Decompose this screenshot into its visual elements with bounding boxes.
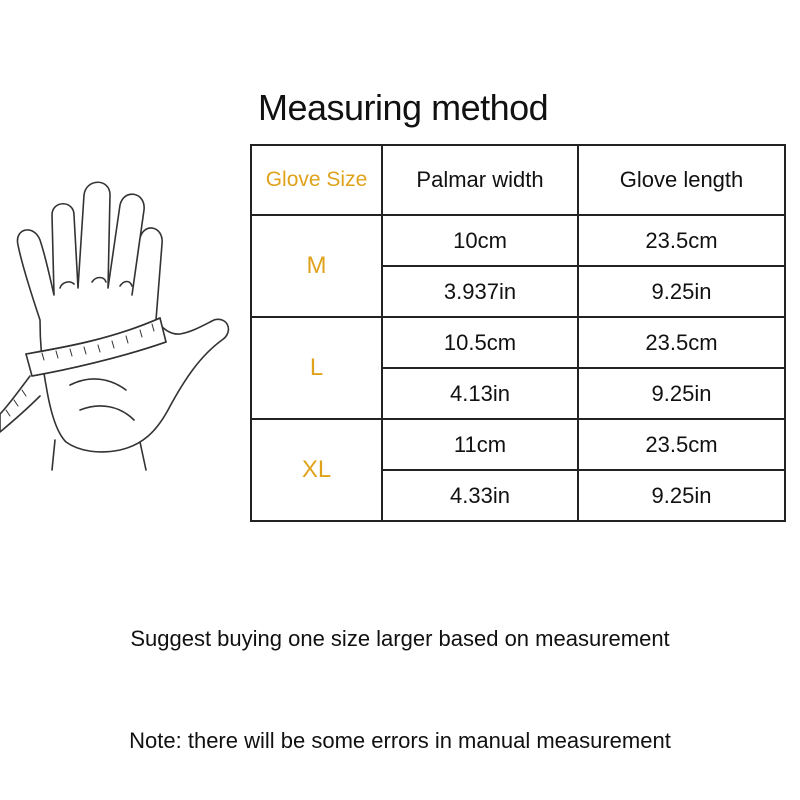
table-row bbox=[251, 215, 785, 266]
measurement-error-note: Note: there will be some errors in manual measurement bbox=[129, 728, 671, 753]
hand-with-tape-measure-icon bbox=[0, 170, 240, 480]
glove-length-cm: 23.5cm bbox=[578, 215, 785, 266]
palmar-width-in: 4.13in bbox=[382, 368, 578, 419]
palmar-width-cm: 10.5cm bbox=[382, 317, 578, 368]
glove-length-cm: 23.5cm bbox=[578, 317, 785, 368]
size-chart-table bbox=[250, 144, 786, 522]
glove-length-in: 9.25in bbox=[578, 470, 785, 521]
glove-length-in: 9.25in bbox=[578, 368, 785, 419]
column-header-palmar-width: Palmar width bbox=[382, 145, 578, 215]
column-header-glove-size: Glove Size bbox=[251, 145, 382, 215]
column-header-glove-length: Glove length bbox=[578, 145, 785, 215]
glove-length-in: 9.25in bbox=[578, 266, 785, 317]
size-label-l: L bbox=[251, 317, 382, 419]
glove-length-cm: 23.5cm bbox=[578, 419, 785, 470]
table-row bbox=[251, 419, 785, 470]
palmar-width-in: 3.937in bbox=[382, 266, 578, 317]
size-suggestion-note: Suggest buying one size larger based on measurement bbox=[130, 626, 670, 651]
table-header-row bbox=[251, 145, 785, 215]
palmar-width-in: 4.33in bbox=[382, 470, 578, 521]
size-label-m: M bbox=[251, 215, 382, 317]
page-title: Measuring method bbox=[258, 87, 549, 128]
palmar-width-cm: 11cm bbox=[382, 419, 578, 470]
table-row bbox=[251, 317, 785, 368]
palmar-width-cm: 10cm bbox=[382, 215, 578, 266]
size-label-xl: XL bbox=[251, 419, 382, 521]
